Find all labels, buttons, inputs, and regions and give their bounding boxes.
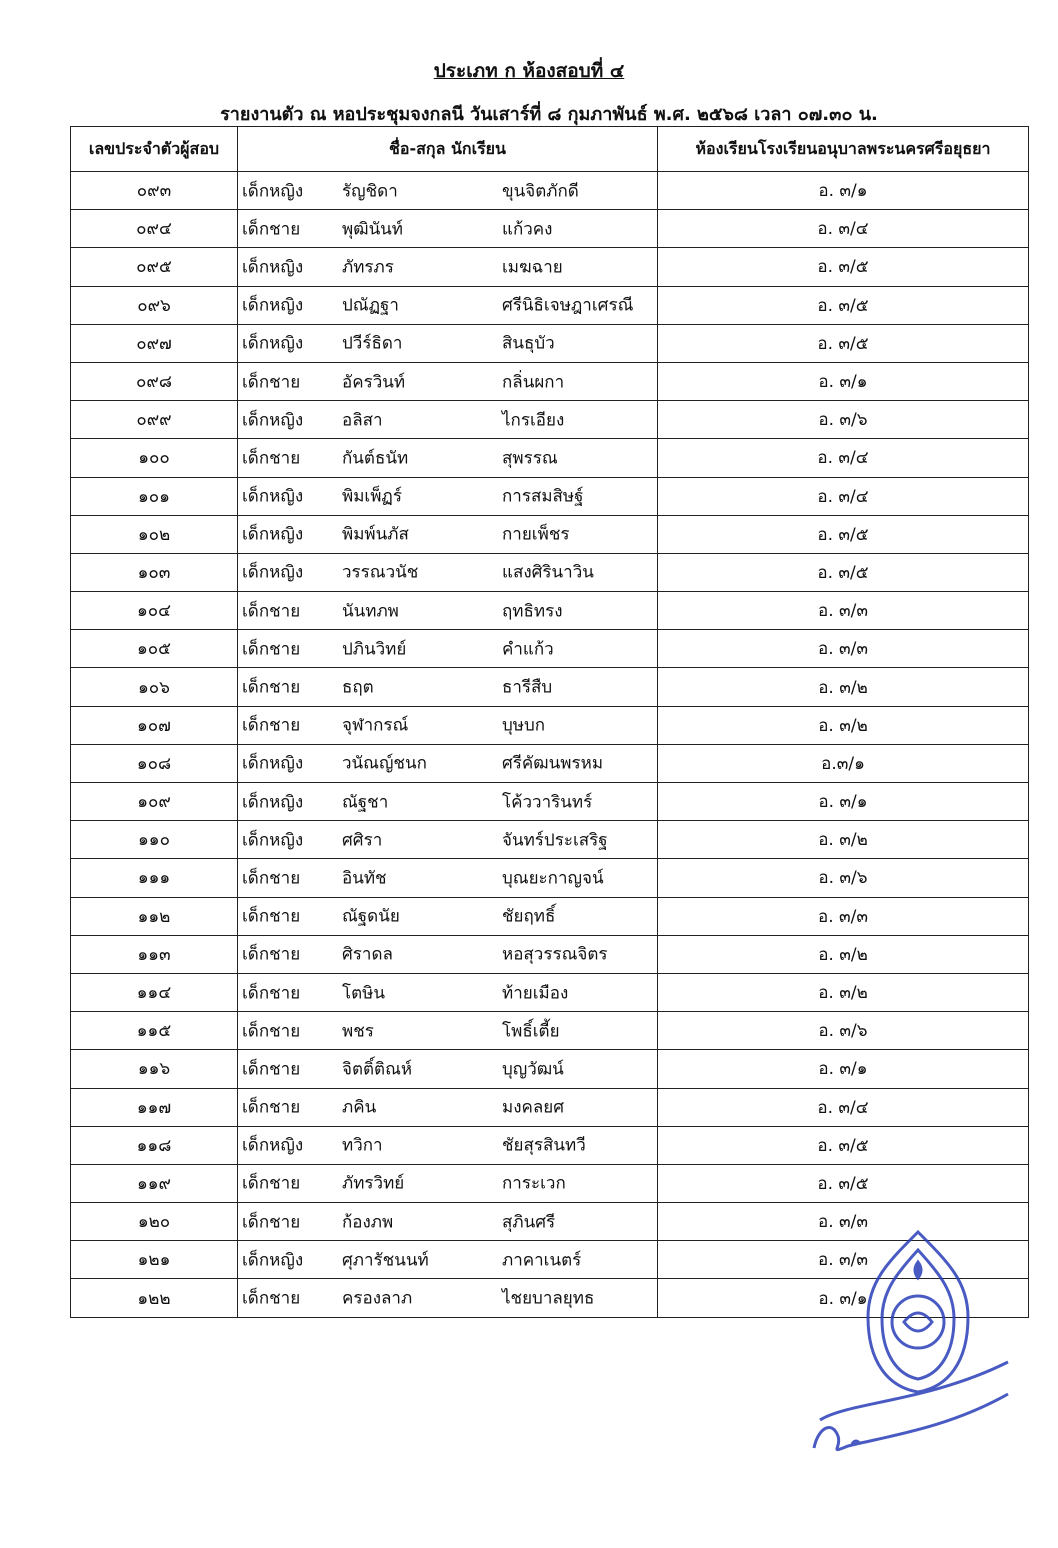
classroom-cell: อ. ๓/๒ (658, 973, 1029, 1011)
exam-id-cell: ๑๑๘ (71, 1126, 238, 1164)
student-name-cell (238, 1050, 658, 1088)
name-prefix: เด็กหญิง (242, 562, 304, 583)
last-name: ศรีคัฒนพรหม (502, 753, 604, 774)
classroom-cell: อ. ๓/๔ (658, 439, 1029, 477)
name-prefix: เด็กหญิง (242, 181, 304, 202)
classroom-cell: อ. ๓/๒ (658, 821, 1029, 859)
name-prefix: เด็กชาย (242, 1021, 301, 1042)
name-prefix: เด็กชาย (242, 1059, 301, 1080)
classroom-cell: อ. ๓/๖ (658, 859, 1029, 897)
student-name-cell (238, 210, 658, 248)
table-row (71, 210, 1029, 248)
first-name: พิมเพ็ฏร์ (342, 486, 402, 507)
last-name: ไกรเอียง (502, 410, 565, 431)
exam-id-cell: ๑๐๗ (71, 706, 238, 744)
first-name: วรรณวนัช (342, 562, 419, 583)
last-name: ธารีสืบ (502, 677, 553, 698)
classroom-cell: อ. ๓/๕ (658, 553, 1029, 591)
table-row (71, 859, 1029, 897)
table-row (71, 821, 1029, 859)
classroom-cell: อ. ๓/๑ (658, 362, 1029, 400)
student-name-cell (238, 744, 658, 782)
first-name: พุฒินันท์ (342, 219, 404, 240)
last-name: ชัยฤทธิ์ (502, 906, 556, 927)
exam-id-cell: ๑๐๘ (71, 744, 238, 782)
table-row (71, 248, 1029, 286)
name-prefix: เด็กชาย (242, 1288, 301, 1309)
classroom-cell: อ. ๓/๖ (658, 1012, 1029, 1050)
name-prefix: เด็กชาย (242, 715, 301, 736)
last-name: มงคลยศ (502, 1097, 565, 1118)
classroom-cell: อ. ๓/๑ (658, 783, 1029, 821)
student-name-cell (238, 1012, 658, 1050)
last-name: บุษบก (502, 715, 546, 736)
name-prefix: เด็กชาย (242, 1173, 301, 1194)
first-name: จุฬากรณ์ (342, 715, 409, 736)
exam-room-title (0, 56, 1058, 86)
last-name: บุณยะกาญจน์ (502, 868, 604, 889)
first-name: ศศิรา (342, 830, 383, 851)
first-name: ณัฐชา (342, 792, 389, 813)
classroom-cell: อ. ๓/๕ (658, 286, 1029, 324)
student-name-cell (238, 515, 658, 553)
first-name: พชร (342, 1021, 374, 1042)
classroom-cell: อ. ๓/๒ (658, 935, 1029, 973)
name-prefix: เด็กหญิง (242, 1135, 304, 1156)
first-name: ก้องภพ (342, 1212, 394, 1233)
student-name-cell (238, 1203, 658, 1241)
classroom-cell: อ. ๓/๓ (658, 592, 1029, 630)
student-name-cell (238, 401, 658, 439)
table-row (71, 1164, 1029, 1202)
classroom-cell: อ.๓/๑ (658, 744, 1029, 782)
student-name-cell (238, 935, 658, 973)
table-row (71, 1050, 1029, 1088)
first-name: ณัฐดนัย (342, 906, 400, 927)
last-name: การสมสิษฐ์ (502, 486, 584, 507)
last-name: โค้ววารินทร์ (502, 792, 593, 813)
student-name-cell (238, 668, 658, 706)
report-schedule-subtitle: รายงานตัว ณ หอประชุมจงกลนี วันเสาร์ที่ ๘ กุมภาพันธ์ พ.ศ. ๒๕๖๘ เวลา ๐๗.๓๐ น. (220, 104, 878, 125)
first-name: ธฤต (342, 677, 374, 698)
classroom-cell: อ. ๓/๓ (658, 1203, 1029, 1241)
exam-id-cell: ๑๐๑ (71, 477, 238, 515)
first-name: ศิราดล (342, 944, 393, 965)
table-row (71, 630, 1029, 668)
student-name-cell (238, 592, 658, 630)
student-name-cell (238, 324, 658, 362)
last-name: แก้วคง (502, 219, 553, 240)
exam-id-cell: ๐๙๖ (71, 286, 238, 324)
student-name-cell (238, 439, 658, 477)
exam-id-cell: ๐๙๙ (71, 401, 238, 439)
classroom-cell: อ. ๓/๖ (658, 401, 1029, 439)
exam-id-cell: ๑๒๒ (71, 1279, 238, 1317)
last-name: กลิ่นผกา (502, 372, 565, 393)
exam-id-cell: ๑๐๐ (71, 439, 238, 477)
name-prefix: เด็กหญิง (242, 830, 304, 851)
first-name: นันทภพ (342, 601, 399, 622)
exam-id-cell: ๑๐๔ (71, 592, 238, 630)
student-name-cell (238, 706, 658, 744)
name-prefix: เด็กหญิง (242, 753, 304, 774)
exam-id-cell: ๑๐๕ (71, 630, 238, 668)
first-name: ปณัฏฐา (342, 295, 399, 316)
student-name-cell (238, 1279, 658, 1317)
student-name-cell (238, 783, 658, 821)
last-name: ชัยสุรสินทวี (502, 1135, 586, 1156)
last-name: สุพรรณ (502, 448, 558, 469)
classroom-cell: อ. ๓/๑ (658, 1279, 1029, 1317)
table-row (71, 783, 1029, 821)
first-name: จิตติ์ติณห์ (342, 1059, 413, 1080)
first-name: อินทัช (342, 868, 387, 889)
classroom-cell: อ. ๓/๑ (658, 1050, 1029, 1088)
table-row (71, 515, 1029, 553)
table-row (71, 592, 1029, 630)
classroom-cell: อ. ๓/๔ (658, 477, 1029, 515)
table-row (71, 744, 1029, 782)
name-prefix: เด็กชาย (242, 868, 301, 889)
first-name: พิมพ์นภัส (342, 524, 409, 545)
name-prefix: เด็กชาย (242, 906, 301, 927)
name-prefix: เด็กชาย (242, 677, 301, 698)
student-name-cell (238, 1088, 658, 1126)
table-row (71, 1088, 1029, 1126)
exam-room-title-text: ประเภท ก ห้องสอบที่ ๔ (433, 60, 625, 82)
name-prefix: เด็กชาย (242, 1097, 301, 1118)
name-prefix: เด็กหญิง (242, 410, 304, 431)
last-name: หอสุวรรณจิตร (502, 944, 608, 965)
table-row (71, 935, 1029, 973)
last-name: โพธิ์เตี้ย (502, 1021, 560, 1042)
name-prefix: เด็กหญิง (242, 524, 304, 545)
name-prefix: เด็กชาย (242, 601, 301, 622)
table-row (71, 706, 1029, 744)
student-name-cell (238, 859, 658, 897)
student-name-cell (238, 477, 658, 515)
name-prefix: เด็กหญิง (242, 1250, 304, 1271)
classroom-cell: อ. ๓/๒ (658, 668, 1029, 706)
school-seal-icon (808, 1222, 1018, 1462)
name-prefix: เด็กชาย (242, 983, 301, 1004)
name-prefix: เด็กหญิง (242, 257, 304, 278)
student-name-cell (238, 1241, 658, 1279)
last-name: จันทร์ประเสริฐ (502, 830, 608, 851)
table-row (71, 668, 1029, 706)
exam-id-cell: ๐๙๘ (71, 362, 238, 400)
classroom-cell: อ. ๓/๔ (658, 210, 1029, 248)
first-name: ครองลาภ (342, 1288, 413, 1309)
table-row (71, 897, 1029, 935)
table-row (71, 324, 1029, 362)
student-name-cell (238, 1164, 658, 1202)
exam-id-cell: ๑๐๙ (71, 783, 238, 821)
classroom-cell: อ. ๓/๒ (658, 706, 1029, 744)
last-name: ขุนจิตภักดี (502, 181, 579, 202)
table-row (71, 172, 1029, 210)
table-row (71, 286, 1029, 324)
first-name: ภัทรวิทย์ (342, 1173, 405, 1194)
name-prefix: เด็กชาย (242, 448, 301, 469)
name-prefix: เด็กชาย (242, 944, 301, 965)
exam-id-cell: ๑๑๖ (71, 1050, 238, 1088)
exam-id-cell: ๐๙๔ (71, 210, 238, 248)
student-name-cell (238, 973, 658, 1011)
first-name: ศุภารัชนนท์ (342, 1250, 429, 1271)
header-classroom: ห้องเรียนโรงเรียนอนุบาลพระนครศรีอยุธยา (658, 127, 1029, 172)
classroom-cell: อ. ๓/๕ (658, 324, 1029, 362)
classroom-cell: อ. ๓/๕ (658, 1126, 1029, 1164)
first-name: วนัณญ์ชนก (342, 753, 427, 774)
exam-id-cell: ๑๑๙ (71, 1164, 238, 1202)
name-prefix: เด็กชาย (242, 1212, 301, 1233)
last-name: ไชยบาลยุทธ (502, 1288, 595, 1309)
header-exam-id: เลขประจำตัวผู้สอบ (71, 127, 238, 172)
table-row (71, 477, 1029, 515)
student-name-cell (238, 553, 658, 591)
last-name: แสงศิรินาวิน (502, 562, 594, 583)
table-row (71, 1126, 1029, 1164)
name-prefix: เด็กชาย (242, 639, 301, 660)
roster-body (71, 172, 1029, 1318)
student-name-cell (238, 172, 658, 210)
classroom-cell: อ. ๓/๓ (658, 630, 1029, 668)
table-row (71, 1012, 1029, 1050)
name-prefix: เด็กหญิง (242, 792, 304, 813)
name-prefix: เด็กหญิง (242, 333, 304, 354)
classroom-cell: อ. ๓/๓ (658, 897, 1029, 935)
exam-id-cell: ๑๒๐ (71, 1203, 238, 1241)
last-name: กายเพ็ชร (502, 524, 570, 545)
exam-id-cell: ๐๙๓ (71, 172, 238, 210)
exam-id-cell: ๑๐๖ (71, 668, 238, 706)
exam-id-cell: ๑๑๕ (71, 1012, 238, 1050)
exam-id-cell: ๑๑๐ (71, 821, 238, 859)
classroom-cell: อ. ๓/๕ (658, 515, 1029, 553)
exam-id-cell: ๑๑๓ (71, 935, 238, 973)
exam-id-cell: ๑๑๗ (71, 1088, 238, 1126)
exam-id-cell: ๑๒๑ (71, 1241, 238, 1279)
header-student-name: ชื่อ-สกุล นักเรียน (238, 127, 658, 172)
classroom-cell: อ. ๓/๔ (658, 1088, 1029, 1126)
last-name: สุภินศรี (502, 1212, 556, 1233)
last-name: คำแก้ว (502, 639, 554, 660)
student-name-cell (238, 630, 658, 668)
student-name-cell (238, 821, 658, 859)
school-seal-signature (808, 1222, 1018, 1462)
last-name: ศรีนิธิเจษฎาเศรณี (502, 295, 634, 316)
classroom-cell: อ. ๓/๓ (658, 1241, 1029, 1279)
classroom-cell: อ. ๓/๑ (658, 172, 1029, 210)
first-name: ภัทรภร (342, 257, 394, 278)
last-name: ฤทธิทรง (502, 601, 563, 622)
exam-id-cell: ๑๑๔ (71, 973, 238, 1011)
last-name: ภาคาเนตร์ (502, 1250, 582, 1271)
table-row (71, 973, 1029, 1011)
first-name: รัญชิดา (342, 181, 398, 202)
first-name: ภคิน (342, 1097, 377, 1118)
exam-id-cell: ๑๑๒ (71, 897, 238, 935)
name-prefix: เด็กหญิง (242, 486, 304, 507)
exam-id-cell: ๐๙๗ (71, 324, 238, 362)
first-name: ปภินวิทย์ (342, 639, 407, 660)
student-name-cell (238, 362, 658, 400)
exam-id-cell: ๑๐๓ (71, 553, 238, 591)
exam-id-cell: ๑๑๑ (71, 859, 238, 897)
table-header-row (71, 127, 1029, 172)
classroom-cell: อ. ๓/๕ (658, 1164, 1029, 1202)
name-prefix: เด็กชาย (242, 372, 301, 393)
first-name: ทวิกา (342, 1135, 383, 1156)
table-row (71, 401, 1029, 439)
first-name: อลิสา (342, 410, 383, 431)
table-row (71, 553, 1029, 591)
name-prefix: เด็กชาย (242, 219, 301, 240)
student-name-cell (238, 286, 658, 324)
exam-id-cell: ๑๐๒ (71, 515, 238, 553)
last-name: บุญวัฒน์ (502, 1059, 564, 1080)
name-prefix: เด็กหญิง (242, 295, 304, 316)
student-roster-table (70, 126, 1029, 1318)
table-row (71, 362, 1029, 400)
student-name-cell (238, 248, 658, 286)
first-name: กันต์ธนัท (342, 448, 409, 469)
last-name: เมฆฉาย (502, 257, 563, 278)
student-name-cell (238, 897, 658, 935)
student-name-cell (238, 1126, 658, 1164)
table-row (71, 439, 1029, 477)
last-name: สินธุบัว (502, 333, 555, 354)
first-name: โตษิน (342, 983, 385, 1004)
exam-id-cell: ๐๙๕ (71, 248, 238, 286)
last-name: การะเวก (502, 1173, 566, 1194)
first-name: อัครวินท์ (342, 372, 406, 393)
classroom-cell: อ. ๓/๕ (658, 248, 1029, 286)
first-name: ปวีร์ธิดา (342, 333, 403, 354)
last-name: ท้ายเมือง (502, 983, 569, 1004)
